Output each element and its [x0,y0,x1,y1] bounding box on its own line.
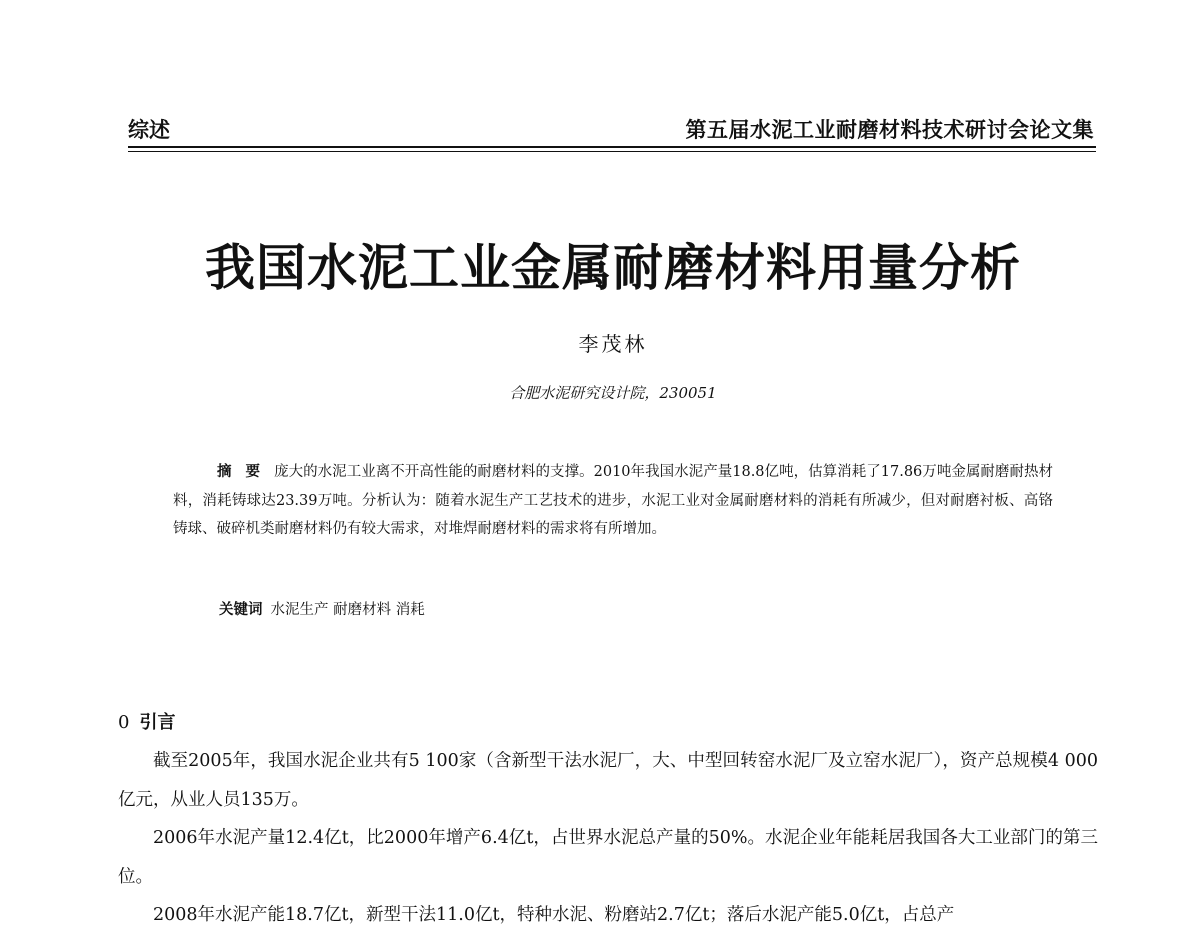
author-affiliation: 合肥水泥研究设计院，230051 [509,384,717,402]
body-paragraph: 截至2005年，我国水泥企业共有5 100家（含新型干法水泥厂，大、中型回转窑水泥厂及立窑水泥厂），资产总规模4 000亿元，从业人员135万。 [118,751,1098,810]
header-rule [128,146,1096,148]
header-rule-thin [128,151,1096,152]
section-title: 引言 [139,712,176,733]
keywords-text: 水泥生产 耐磨材料 消耗 [270,602,425,618]
section-heading [118,708,175,734]
header-section-label: 综述 [128,118,170,142]
body-text [118,742,1098,935]
section-number: 0 [118,712,130,733]
author-name: 李茂林 [578,332,648,356]
keywords [219,598,425,619]
abstract-label: 摘要 [217,464,275,480]
body-paragraph: 2006年水泥产量12.4亿t，比2000年增产6.4亿t，占世界水泥总产量的50%。水泥企业年能耗居我国各大工业部门的第三位。 [118,828,1098,887]
keywords-label: 关键词 [219,602,263,618]
running-header [128,112,1094,144]
paper-title: 我国水泥工业金属耐磨材料用量分析 [205,238,1021,297]
abstract [173,458,1053,544]
header-proceedings-title: 第五届水泥工业耐磨材料技术研讨会论文集 [685,118,1094,142]
body-paragraph: 2008年水泥产能18.7亿t，新型干法11.0亿t，特种水泥、粉磨站2.7亿t；落后水泥产能5.0亿t，占总产 [153,905,955,925]
abstract-text: 庞大的水泥工业离不开高性能的耐磨材料的支撑。2010年我国水泥产量18.8亿吨，估算消耗了17.86万吨金属耐磨耐热材料，消耗铸球达23.39万吨。分析认为：随着水泥生产工艺技术的进步，水泥工业对金属耐磨材料的消耗有所减少，但对耐磨衬板、高铬铸球、破碎机类耐磨材料仍有较大需求，对堆焊耐磨材料的需求将有所增加。 [173,464,1053,537]
